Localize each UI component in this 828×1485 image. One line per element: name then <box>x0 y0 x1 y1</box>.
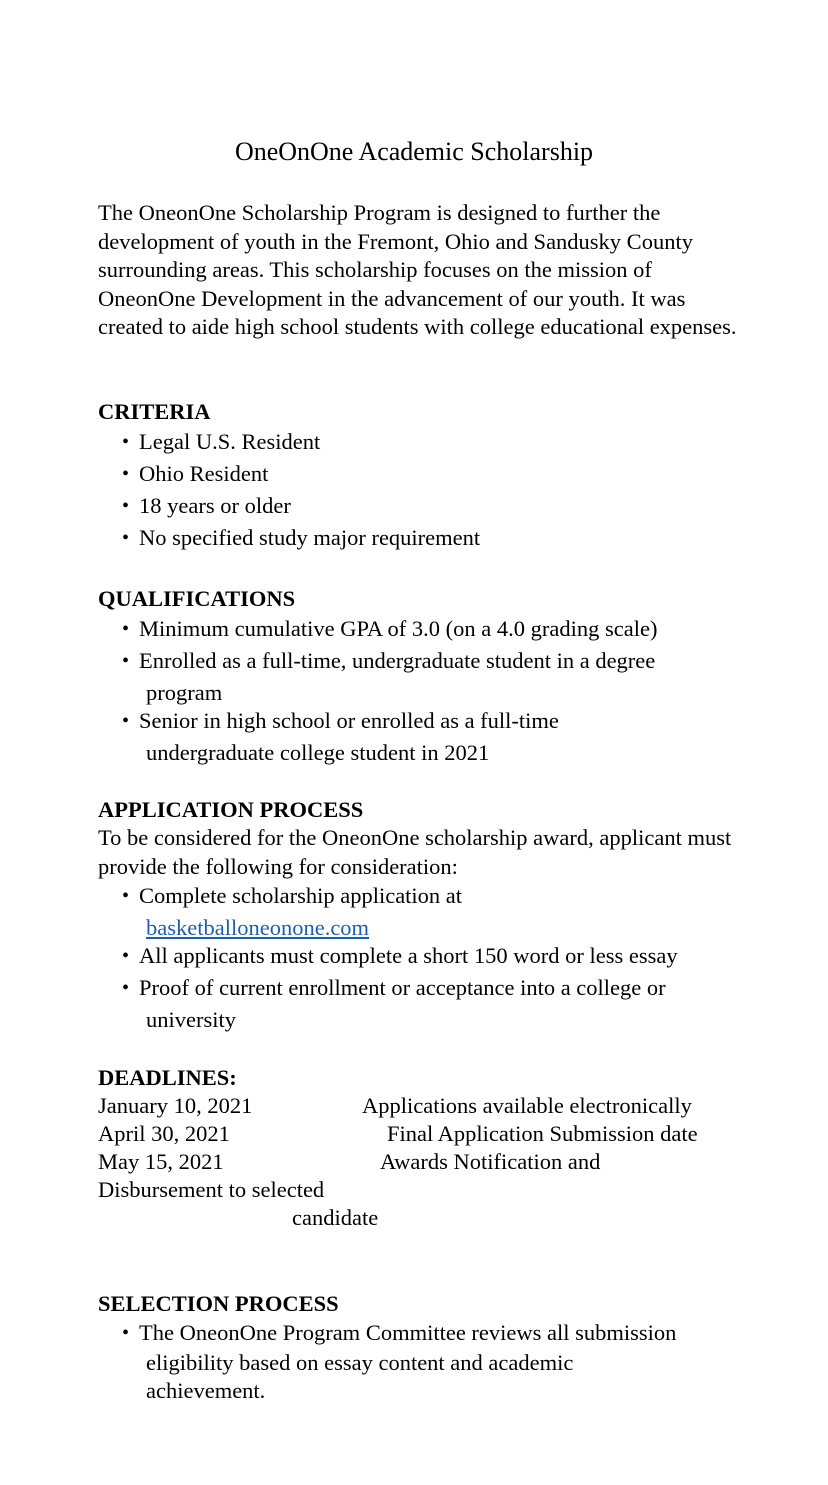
list-item: • Proof of current enrollment or acceptance into a college or university <box>122 972 762 1036</box>
bullet-icon: • <box>122 618 130 640</box>
deadline-date: May 15, 2021 <box>98 1149 224 1174</box>
deadline-date: January 10, 2021 <box>98 1093 253 1118</box>
bullet-icon: • <box>122 463 130 485</box>
list-item: • Legal U.S. Resident <box>122 426 762 458</box>
bullet-icon: • <box>122 710 130 732</box>
document-title: OneOnOne Academic Scholarship <box>234 137 594 166</box>
list-item: • All applicants must complete a short 150 word or less essay <box>122 940 762 972</box>
bullet-icon: • <box>122 1322 130 1344</box>
bullet-icon: • <box>122 527 130 549</box>
deadlines-heading: DEADLINES: <box>98 1065 237 1090</box>
application-list <box>122 880 762 1036</box>
deadline-description: Awards Notification and <box>380 1149 601 1174</box>
list-item: • Minimum cumulative GPA of 3.0 (on a 4.0 grading scale) <box>122 613 762 645</box>
list-item: • Complete scholarship application at basketballoneonone.com <box>122 880 762 944</box>
list-item: • The OneonOne Program Committee reviews all submission eligibility based on essay content and academic achievement. <box>122 1320 677 1403</box>
list-item: • Enrolled as a full-time, undergraduate student in a degree program <box>122 645 762 709</box>
deadline-description-continued: candidate <box>292 1205 379 1230</box>
criteria-list <box>122 426 762 554</box>
qualifications-heading: QUALIFICATIONS <box>98 586 296 611</box>
list-item: • Ohio Resident <box>122 458 762 490</box>
intro-paragraph: The OneonOne Scholarship Program is designed to further the development of youth in the Fremont, Ohio and Sandusky County surrounding areas. This scholarship focuses on the mission of OneonOne Development in the advancement of our youth. It was created to aide high school students with college educational expenses. <box>98 200 737 339</box>
list-item: • Senior in high school or enrolled as a full-time undergraduate college student in 2021 <box>122 705 762 769</box>
bullet-icon: • <box>122 495 130 517</box>
deadline-date: April 30, 2021 <box>98 1121 230 1146</box>
application-heading: APPLICATION PROCESS <box>98 797 364 822</box>
selection-list <box>122 1318 762 1404</box>
bullet-icon: • <box>122 945 130 967</box>
application-intro: To be considered for the OneonOne scholarship award, applicant must provide the following for consideration: <box>98 825 732 879</box>
deadline-description-continued: Disbursement to selected <box>98 1177 325 1202</box>
selection-heading: SELECTION PROCESS <box>98 1291 339 1316</box>
list-item: • 18 years or older <box>122 490 762 522</box>
bullet-icon: • <box>122 977 130 999</box>
list-item: • No specified study major requirement <box>122 522 762 554</box>
bullet-icon: • <box>122 885 130 907</box>
deadline-description: Final Application Submission date <box>387 1121 698 1146</box>
application-link[interactable]: basketballoneonone.com <box>146 915 370 940</box>
bullet-icon: • <box>122 431 130 453</box>
deadline-description: Applications available electronically <box>362 1093 692 1118</box>
criteria-heading: CRITERIA <box>98 399 211 424</box>
qualifications-list <box>122 613 762 769</box>
bullet-icon: • <box>122 650 130 672</box>
